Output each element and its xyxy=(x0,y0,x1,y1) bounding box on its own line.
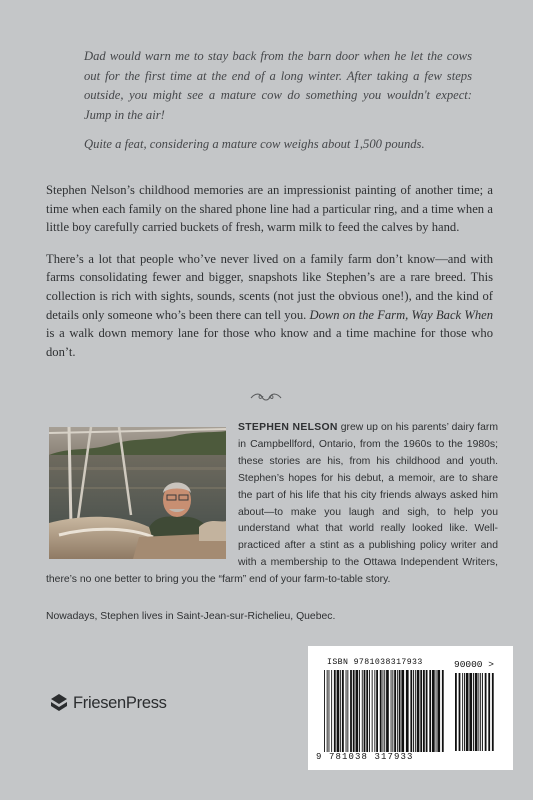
publisher-name: FriesenPress xyxy=(73,693,167,712)
barcode-digits: 9 781038 317933 xyxy=(316,752,414,762)
publisher-logo xyxy=(49,691,189,715)
price-code: 90000 > xyxy=(454,659,494,670)
description-paragraph-2 xyxy=(46,250,493,362)
pull-quote xyxy=(84,47,472,155)
author-name: STEPHEN NELSON xyxy=(238,422,338,433)
quote-paragraph-1: Dad would warn me to stay back from the barn door when he let the cows out for the first time at the end of a long winter. After taking a few steps outside, you might see a mature cow do something you wouldn't expect: Jump in the air! xyxy=(84,49,472,122)
author-bio-text: grew up on his parents’ dairy farm in Campbellford, Ontario, from the 1960s to the 1980s; these stories are his, from his childhood and youth. Stephen’s hopes for his debut, a memoir, are to share the part of his life that his city friends always asked him about—to make you laugh and sigh, to help you understand what that world really looked like. Well-practiced after a stint as a publishing policy writer and with a membership to the Ottawa Independent Writers, there’s no one better to bring you the “farm” end of your farm-to-table story. xyxy=(46,422,498,586)
quote-paragraph-2: Quite a feat, considering a mature cow weighs about 1,500 pounds. xyxy=(84,137,425,152)
isbn-barcode xyxy=(308,646,513,770)
barcode-bars xyxy=(323,670,445,752)
author-residence: Nowadays, Stephen lives in Saint-Jean-sur-Richelieu, Quebec. xyxy=(46,611,336,622)
book-title-italic: Down on the Farm, Way Back When xyxy=(309,307,494,322)
description-paragraph-1: Stephen Nelson’s childhood memories are an impressionist painting of another time; a time when each family on the shared phone line had a particular ring, and a time when a little boy carefully carried buckets of fresh, warm milk to feed the calves by hand. xyxy=(46,183,493,235)
author-bio xyxy=(46,420,498,589)
friesenpress-logo-icon xyxy=(49,693,69,713)
description-paragraph-2-start: There’s a lot that people who’ve never lived on a family farm don’t know—and with farms consolidating fewer and bigger, snapshots like Stephen’s are a rare breed. This collection is rich with sights, sounds, scents (not just the obvious one!), and the kind of details only someone who’s been there can tell you. xyxy=(46,251,493,322)
isbn-label: ISBN 9781038317933 xyxy=(327,658,423,667)
description-paragraph-2-end: is a walk down memory lane for those who know and a time machine for those who don’t. xyxy=(46,326,493,359)
barcode-addon-bars xyxy=(454,673,496,751)
book-description xyxy=(46,181,493,361)
flourish-ornament-icon xyxy=(249,390,283,404)
